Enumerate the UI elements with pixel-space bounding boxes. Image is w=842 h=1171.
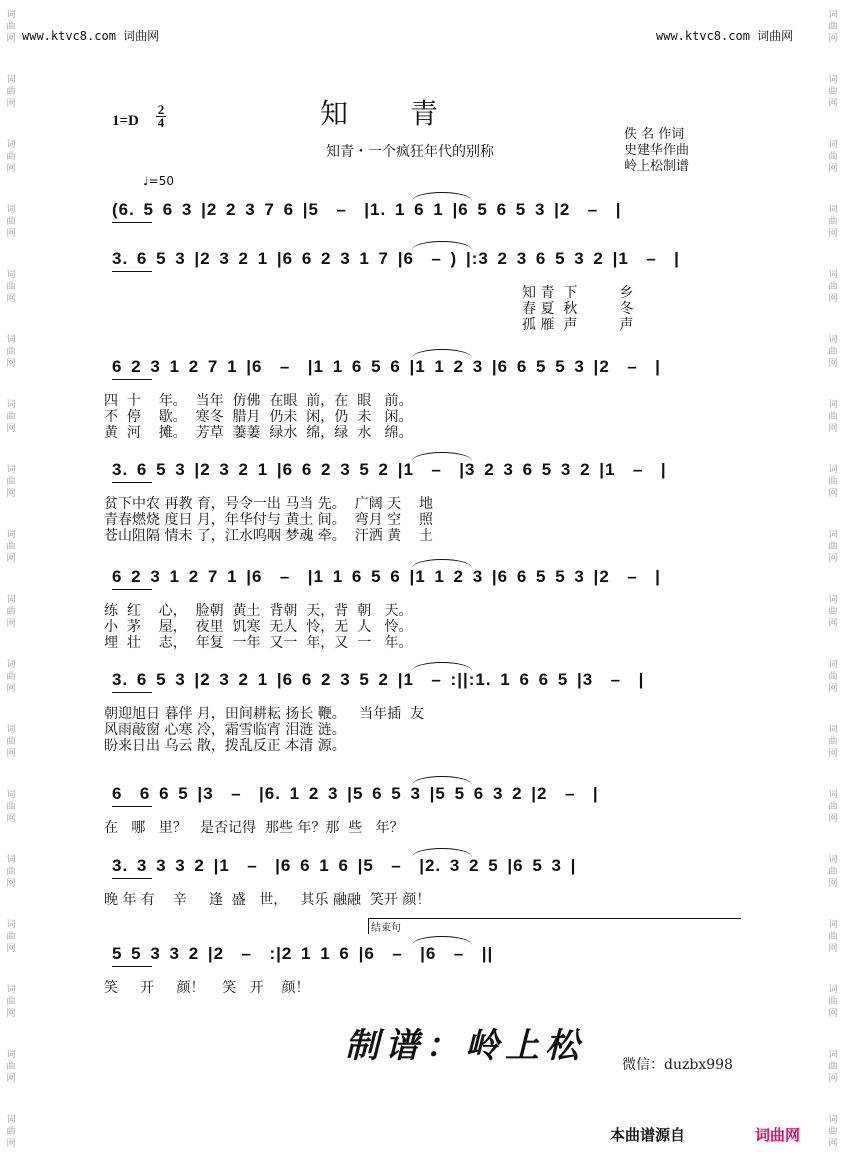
watermark-glyph: 词 (828, 140, 838, 150)
watermark-glyph: 曲 (6, 737, 16, 747)
slur-mark (412, 349, 472, 358)
watermark-glyph: 词 (6, 1115, 16, 1125)
credit-composer: 史建华作曲 (624, 143, 690, 158)
watermark-glyph: 曲 (6, 802, 16, 812)
watermark-glyph: 网 (6, 99, 16, 109)
beam-line (112, 878, 152, 879)
lyric-line: 在 哪 里？ 是否记得 那些 年？那 些 年？ (104, 820, 404, 836)
watermark-glyph: 网 (6, 619, 16, 629)
notation-line: 3. 6 5 3 |2 3 2 1 |6 6 2 3 5 2 |1 – :||:1. 1 6 6 5 |3 – | (112, 670, 645, 689)
slur-mark (412, 662, 472, 671)
watermark-glyph: 曲 (828, 1127, 838, 1137)
slur-mark (412, 452, 472, 461)
beam-line (112, 482, 152, 483)
watermark-glyph: 词 (828, 335, 838, 345)
watermark-glyph: 词 (828, 855, 838, 865)
notation-line: 3. 6 5 3 |2 3 2 1 |6 6 2 3 1 7 |6 – ) |:3 2 3 6 5 3 2 |1 – | (112, 249, 680, 268)
watermark-glyph: 曲 (828, 217, 838, 227)
watermark-glyph: 词 (6, 1050, 16, 1060)
watermark-glyph: 词 (828, 75, 838, 85)
watermark-glyph: 网 (6, 684, 16, 694)
watermark-glyph: 曲 (6, 932, 16, 942)
watermark-glyph: 网 (6, 294, 16, 304)
watermark-glyph: 词 (6, 725, 16, 735)
watermark-glyph: 曲 (6, 282, 16, 292)
watermark-glyph: 网 (828, 814, 838, 824)
watermark-glyph: 词 (6, 205, 16, 215)
watermark-glyph: 词 (6, 595, 16, 605)
watermark-glyph: 曲 (6, 347, 16, 357)
watermark-glyph: 网 (6, 749, 16, 759)
score-row (104, 923, 742, 996)
watermark-glyph: 词 (828, 465, 838, 475)
watermark-glyph: 网 (6, 944, 16, 954)
watermark-glyph: 曲 (828, 932, 838, 942)
watermark-glyph: 词 (6, 335, 16, 345)
score-row (104, 856, 742, 908)
lyric-line: 孤 雁 声 声 (522, 317, 634, 333)
watermark-glyph: 网 (828, 619, 838, 629)
watermark-glyph: 曲 (828, 542, 838, 552)
watermark-glyph: 曲 (6, 477, 16, 487)
notation-line: (6. 5 6 3 |2 2 3 7 6 |5 – |1. 1 6 1 |6 5 6 5 3 |2 – | (112, 200, 622, 219)
watermark-glyph: 网 (828, 749, 838, 759)
watermark-glyph: 曲 (828, 282, 838, 292)
lyric-line: 晚 年 有 辛 逢 盛 世， 其乐 融融 笑开 颜！ (104, 892, 431, 908)
header-site-right[interactable]: www.ktvc8.com 词曲网 (656, 29, 794, 43)
watermark-glyph: 词 (6, 530, 16, 540)
watermark-glyph: 词 (6, 920, 16, 930)
watermark-glyph: 网 (828, 489, 838, 499)
slur-mark (412, 559, 472, 568)
watermark-glyph: 曲 (828, 997, 838, 1007)
time-signature (156, 104, 166, 129)
notation-line: 3. 3 3 3 2 |1 – |6 6 1 6 |5 – |2. 3 2 5 |6 5 3 | (112, 856, 577, 875)
beam-line (112, 379, 152, 380)
watermark-glyph: 曲 (828, 607, 838, 617)
source-label: 本曲谱源自 (610, 1126, 686, 1144)
watermark-glyph: 曲 (6, 997, 16, 1007)
lyric-line: 笑 开 颜！ 笑 开 颜！ (104, 980, 310, 996)
watermark-glyph: 曲 (828, 412, 838, 422)
notation-line: 3. 6 5 3 |2 3 2 1 |6 6 2 3 5 2 |1 – |3 2 3 6 5 3 2 |1 – | (112, 460, 667, 479)
watermark-glyph: 词 (828, 725, 838, 735)
watermark-glyph: 网 (828, 684, 838, 694)
watermark-glyph: 曲 (6, 607, 16, 617)
watermark-glyph: 网 (6, 424, 16, 434)
lyric-line: 四 十 年。 当年 仿佛 在眼 前，在 眼 前。 (104, 393, 413, 409)
watermark-glyph: 词 (828, 270, 838, 280)
lyric-line: 不 停 歇。 寒冬 腊月 仍未 闲，仍 未 闲。 (104, 409, 413, 425)
watermark-glyph: 网 (828, 1009, 838, 1019)
key-signature: 1=D (112, 113, 139, 129)
source-link[interactable]: 词曲网 (755, 1126, 801, 1144)
lyric-line: 小 茅 屋， 夜里 饥寒 无人 怜，无 人 怜。 (104, 619, 413, 635)
lyric-line: 黄 河 摊。 芳草 萋萋 绿水 绵，绿 水 绵。 (104, 425, 413, 441)
watermark-glyph: 曲 (828, 152, 838, 162)
lyric-line: 朝迎旭日 暮伴 月，田间耕耘 扬长 鞭。 当年插 友 (104, 706, 425, 722)
ending-bracket-label: 结束句 (368, 918, 741, 934)
watermark-glyph: 词 (828, 1115, 838, 1125)
watermark-glyph: 词 (828, 790, 838, 800)
transcriber-stamp: 制谱：岭上松 (345, 1026, 585, 1066)
slur-mark (412, 776, 472, 785)
watermark-glyph: 网 (828, 1074, 838, 1084)
notation-line: 5 5 3 3 2 |2 – :|2 1 1 6 |6 – |6 – || (112, 944, 494, 963)
watermark-glyph: 网 (828, 294, 838, 304)
watermark-glyph: 词 (828, 400, 838, 410)
time-signature-top: 2 (157, 102, 165, 117)
watermark-glyph: 词 (828, 1050, 838, 1060)
watermark-glyph: 词 (6, 10, 16, 20)
credit-transcriber: 岭上松制谱 (624, 159, 690, 174)
watermark-glyph: 词 (6, 270, 16, 280)
watermark-glyph: 曲 (828, 802, 838, 812)
score-row (104, 460, 742, 544)
credits-block (624, 127, 689, 175)
wechat-contact: 微信：duzbx998 (622, 1057, 733, 1073)
watermark-glyph: 网 (828, 944, 838, 954)
score-row (104, 670, 742, 754)
watermark-glyph: 曲 (828, 672, 838, 682)
tempo-marking: ♩=50 (143, 174, 174, 188)
watermark-glyph: 网 (828, 34, 838, 44)
song-title: 知 青 (320, 97, 441, 130)
watermark-glyph: 网 (828, 879, 838, 889)
beam-line (112, 589, 152, 590)
watermark-glyph: 词 (6, 400, 16, 410)
watermark-glyph: 网 (828, 424, 838, 434)
watermark-glyph: 词 (6, 75, 16, 85)
watermark-glyph: 曲 (6, 672, 16, 682)
slur-mark (412, 192, 472, 201)
watermark-glyph: 曲 (6, 152, 16, 162)
slur-mark (412, 936, 472, 945)
score-row (112, 249, 742, 333)
notation-line: 6 6 6 5 |3 – |6. 1 2 3 |5 6 5 3 |5 5 6 3 2 |2 – | (112, 784, 599, 803)
watermark-glyph: 网 (828, 1139, 838, 1149)
left-watermark-column (2, 0, 20, 1171)
lyric-line: 贫下中农 再教 育，号令一出 马当 先。 广阔 天 地 (104, 496, 433, 512)
watermark-glyph: 网 (6, 1074, 16, 1084)
watermark-glyph: 网 (828, 229, 838, 239)
watermark-glyph: 曲 (6, 412, 16, 422)
watermark-glyph: 曲 (6, 87, 16, 97)
watermark-glyph: 曲 (828, 87, 838, 97)
lyric-line: 盼来日出 乌云 散，拨乱反正 本清 源。 (104, 738, 346, 754)
watermark-glyph: 网 (828, 99, 838, 109)
slur-mark (412, 848, 472, 857)
watermark-glyph: 词 (828, 595, 838, 605)
watermark-glyph: 曲 (828, 867, 838, 877)
score-row (104, 567, 742, 651)
score-row (104, 357, 742, 441)
watermark-glyph: 曲 (6, 1062, 16, 1072)
right-watermark-column (824, 0, 842, 1171)
slur-mark (412, 241, 472, 250)
watermark-glyph: 网 (6, 814, 16, 824)
watermark-glyph: 曲 (828, 22, 838, 32)
watermark-glyph: 曲 (828, 347, 838, 357)
watermark-glyph: 网 (6, 489, 16, 499)
watermark-glyph: 词 (6, 790, 16, 800)
watermark-glyph: 曲 (6, 22, 16, 32)
score-row (104, 784, 742, 836)
watermark-glyph: 网 (6, 1009, 16, 1019)
watermark-glyph: 词 (828, 985, 838, 995)
watermark-glyph: 曲 (6, 542, 16, 552)
watermark-glyph: 网 (828, 554, 838, 564)
lyric-line: 风雨敲窗 心寒 冷，霜雪临宵 泪涟 涟。 (104, 722, 346, 738)
beam-line (112, 966, 152, 967)
watermark-glyph: 词 (6, 985, 16, 995)
lyric-line: 苍山阻隔 情未 了，江水呜咽 梦魂 牵。 汗洒 黄 土 (104, 528, 433, 544)
watermark-glyph: 网 (6, 359, 16, 369)
beam-line (112, 222, 152, 223)
watermark-glyph: 词 (828, 660, 838, 670)
lyric-line: 埋 壮 志， 年复 一年 又一 年，又 一 年。 (104, 635, 413, 651)
lyric-line: 春 夏 秋 冬 (522, 301, 634, 317)
lyric-line: 练 红 心， 脸朝 黄土 背朝 天，背 朝 天。 (104, 603, 413, 619)
watermark-glyph: 网 (828, 164, 838, 174)
watermark-glyph: 词 (6, 660, 16, 670)
score-row (112, 200, 742, 230)
lyric-line: 知 青 下 乡 (522, 285, 634, 301)
watermark-glyph: 网 (6, 34, 16, 44)
watermark-glyph: 曲 (828, 737, 838, 747)
beam-line (112, 271, 152, 272)
watermark-glyph: 曲 (828, 1062, 838, 1072)
watermark-glyph: 网 (6, 1139, 16, 1149)
notation-line: 6 2 3 1 2 7 1 |6 – |1 1 6 5 6 |1 1 2 3 |6 6 5 5 3 |2 – | (112, 357, 661, 376)
credit-lyricist: 佚 名 作词 (624, 127, 685, 142)
watermark-glyph: 曲 (828, 477, 838, 487)
watermark-glyph: 曲 (6, 1127, 16, 1137)
watermark-glyph: 词 (828, 920, 838, 930)
watermark-glyph: 曲 (6, 217, 16, 227)
watermark-glyph: 网 (6, 164, 16, 174)
watermark-glyph: 词 (828, 205, 838, 215)
header-site-left[interactable]: www.ktvc8.com 词曲网 (22, 29, 160, 43)
watermark-glyph: 曲 (6, 867, 16, 877)
watermark-glyph: 词 (6, 465, 16, 475)
beam-line (112, 806, 152, 807)
watermark-glyph: 网 (6, 229, 16, 239)
watermark-glyph: 网 (6, 879, 16, 889)
watermark-glyph: 词 (6, 140, 16, 150)
song-subtitle: 知青・一个疯狂年代的别称 (326, 144, 494, 160)
watermark-glyph: 网 (6, 554, 16, 564)
lyric-line: 青春燃烧 度日 月，年华付与 黄土 间。 弯月 空 照 (104, 512, 433, 528)
beam-line (112, 692, 152, 693)
watermark-glyph: 网 (828, 359, 838, 369)
watermark-glyph: 词 (828, 10, 838, 20)
notation-line: 6 2 3 1 2 7 1 |6 – |1 1 6 5 6 |1 1 2 3 |6 6 5 5 3 |2 – | (112, 567, 661, 586)
time-signature-bottom: 4 (157, 115, 165, 130)
watermark-glyph: 词 (828, 530, 838, 540)
watermark-glyph: 词 (6, 855, 16, 865)
